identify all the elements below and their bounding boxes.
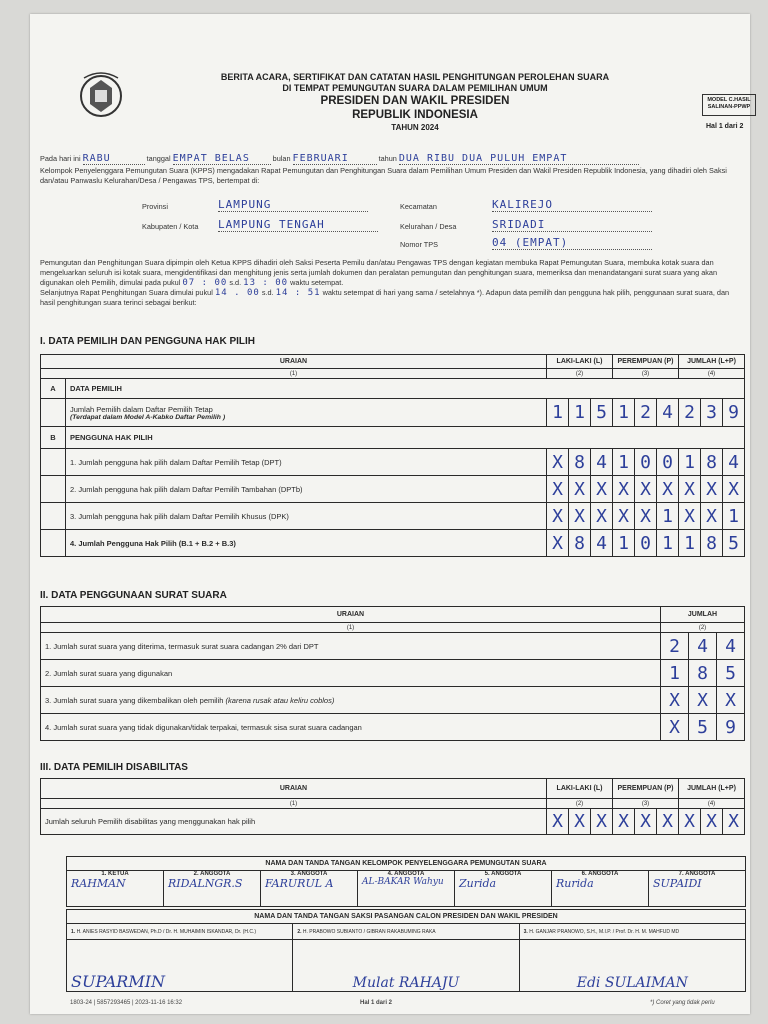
digit-cell: 1	[679, 449, 701, 476]
digit-cell: 1	[547, 399, 569, 427]
s1-b-title: PENGGUNA HAK PILIH	[66, 427, 745, 449]
kecamatan-label: Kecamatan	[400, 202, 437, 211]
s1-col-uraian: URAIAN	[41, 355, 547, 369]
digit-cell: X	[547, 476, 569, 503]
title-line-5: TAHUN 2024	[391, 123, 439, 132]
kpps-signature: AL-BAKAR Wahyu	[362, 877, 444, 887]
section-3-table	[40, 778, 745, 835]
digit-cell: X	[635, 809, 657, 835]
provinsi-value: LAMPUNG	[218, 198, 368, 212]
kpps-signature: RAHMAN	[71, 877, 126, 890]
s2-r2-label: 2. Jumlah surat suara yang digunakan	[41, 660, 661, 687]
section-2-table	[40, 606, 745, 741]
s2-r1-row	[41, 633, 745, 660]
kpps-title: NAMA DAN TANDA TANGAN KELOMPOK PENYELENGGARA PEMUNGUTAN SUARA	[67, 857, 746, 871]
kpps-role: 5. ANGGOTA	[484, 871, 522, 877]
section-2-title: II. DATA PENGGUNAAN SURAT SUARA	[40, 590, 227, 601]
digit-cell: 4	[689, 633, 717, 660]
digit-cell: 0	[635, 530, 657, 557]
saksi-sign-2	[293, 940, 519, 992]
kpps-cell	[552, 871, 649, 907]
s2-r3-label	[41, 687, 661, 714]
s1-a1-label	[66, 399, 547, 427]
sd-1: s.d.	[229, 278, 242, 287]
s2-num-2: (2)	[661, 623, 745, 633]
s1-b1-row	[41, 449, 745, 476]
tps-value: 04 (EMPAT)	[492, 236, 652, 250]
process-text: Pemungutan dan Penghitungan Suara dipimpin oleh Ketua KPPS dihadiri oleh Saksi Peserta Pemilu dan/atau Pengawas TPS dengan kegiatan membuka Rapat Pemungutan Suara, membuka kotak suara dan mengeluarkan seluruh isi kotak suara, mengidentifikasi dan menghitung jenis serta jumlah dokumen dan peralatan pemungutan dan penghitungan suara, memeriksa dan menandatangani surat suara yang akan digunakan oleh Pemilih, dimulai pada pukul	[40, 258, 718, 287]
digit-cell: X	[635, 503, 657, 530]
kpps-signature: FARURUL A	[265, 877, 334, 890]
document-title	[180, 72, 650, 133]
digit-cell: 4	[723, 449, 745, 476]
kpps-role: 2. ANGGOTA	[193, 871, 231, 877]
digit-cell: X	[723, 809, 745, 835]
title-line-2: DI TEMPAT PEMUNGUTAN SUARA DALAM PEMILIHAN UMUM	[282, 83, 548, 93]
s2-r3-row	[41, 687, 745, 714]
kpps-signature: Rurida	[556, 877, 594, 890]
start-time: 07 : 00	[182, 278, 228, 288]
digit-cell: X	[547, 503, 569, 530]
count-text-2: waktu setempat di hari yang sama / setelahnya *). Adapun data pemilih dan pengguna hak pilih, penggunaan surat suara, dan hasil penghitungan suara terinci sebagai berikut:	[40, 288, 730, 307]
digit-cell: X	[613, 476, 635, 503]
kpps-role: 7. ANGGOTA	[678, 871, 716, 877]
s2-r4-label: 4. Jumlah surat suara yang tidak digunakan/tidak terpakai, termasuk sisa surat suara cadangan	[41, 714, 661, 741]
footer-code: 1803-24 | 5857293465 | 2023-11-16 16:32	[70, 1000, 183, 1006]
digit-cell: 4	[591, 449, 613, 476]
s1-b4-row	[41, 530, 745, 557]
kabupaten-label: Kabupaten / Kota	[142, 222, 199, 231]
s2-r2-row	[41, 660, 745, 687]
digit-cell: 9	[717, 714, 745, 741]
kelurahan-label: Kelurahan / Desa	[400, 222, 457, 231]
s1-b4-label: 4. Jumlah Pengguna Hak Pilih (B.1 + B.2 + B.3)	[66, 530, 547, 557]
kpps-cell	[164, 871, 261, 907]
s3-num-1: (1)	[41, 799, 547, 809]
page-indicator: Hal 1 dari 2	[706, 123, 744, 130]
digit-cell: X	[657, 809, 679, 835]
kecamatan-value: KALIREJO	[492, 198, 652, 212]
digit-cell: X	[569, 809, 591, 835]
saksi-c2b-name: GIBRAN RAKABUMING RAKA	[366, 928, 436, 935]
intro-paragraph: Kelompok Penyelenggara Pemungutan Suara (KPPS) mengadakan Rapat Pemungutan dan Penghitungan Suara dalam Pemilihan Umum Presiden dan Wakil Presiden Republik Indonesia, yang dihadiri oleh Saksi dan/atau Panwaslu Kelurahan/Desa / Pengawas TPS, bertempat di:	[40, 166, 727, 185]
tanggal-label: tanggal	[146, 154, 171, 163]
kpps-signature: Zurida	[459, 877, 497, 890]
count-start-time: 14 . 00	[214, 288, 260, 298]
s1-a-label: A	[41, 379, 66, 399]
s3-col-p: PEREMPUAN (P)	[613, 779, 679, 799]
s2-r1-label: 1. Jumlah surat suara yang diterima, termasuk surat suara cadangan 2% dari DPT	[41, 633, 661, 660]
kpps-role: 3. ANGGOTA	[290, 871, 328, 877]
digit-cell: X	[701, 476, 723, 503]
saksi-c3b-name: Prof. Dr. H. M. MAHFUD MD	[615, 928, 680, 935]
s1-a-title: DATA PEMILIH	[66, 379, 745, 399]
saksi-sign-3	[519, 940, 745, 992]
s1-b2-row	[41, 476, 745, 503]
s1-col-l: LAKI-LAKI (L)	[547, 355, 613, 369]
s1-a1-subtext: (Terdapat dalam Model A-Kabko Daftar Pemilih )	[70, 413, 226, 421]
s2-num-1: (1)	[41, 623, 661, 633]
s1-a1-row	[41, 399, 745, 427]
document-sheet	[30, 14, 750, 1014]
kpps-cell	[649, 871, 746, 907]
digit-cell: 1	[657, 530, 679, 557]
sd-2: s.d.	[261, 288, 274, 297]
s3-col-l: LAKI-LAKI (L)	[547, 779, 613, 799]
digit-cell: X	[679, 503, 701, 530]
intro-date-line	[40, 154, 740, 165]
section-1-table	[40, 354, 745, 557]
digit-cell: X	[657, 476, 679, 503]
saksi-candidate-3: 3. H. GANJAR PRANOWO, S.H., M.I.P. / Prof. Dr. H. M. MAHFUD MD	[519, 924, 745, 940]
tanggal-value: EMPAT BELAS	[173, 154, 271, 165]
kpps-cell	[67, 871, 164, 907]
count-start-text: Selanjutnya Rapat Penghitungan Suara dimulai pukul	[40, 288, 213, 297]
digit-cell: X	[701, 809, 723, 835]
digit-cell: 5	[591, 399, 613, 427]
digit-cell: 1	[569, 399, 591, 427]
saksi-signature-table	[66, 909, 746, 992]
s1-b3-label: 3. Jumlah pengguna hak pilih dalam Daftar Pemilih Khusus (DPK)	[66, 503, 547, 530]
count-end-time: 14 : 51	[275, 288, 321, 298]
saksi-c2-num: 2.	[297, 928, 302, 935]
s1-a1-text: Jumlah Pemilih dalam Daftar Pemilih Tetap	[70, 404, 213, 414]
digit-cell: 1	[657, 503, 679, 530]
kpps-role: 1. KETUA	[101, 871, 129, 877]
digit-cell: 8	[569, 449, 591, 476]
digit-cell: X	[679, 476, 701, 503]
saksi-c1b-name: Dr. H. MUHAIMIN ISKANDAR, Dr. (H.C.)	[165, 928, 257, 935]
waktu-setempat: waktu setempat.	[290, 278, 344, 287]
s1-num-3: (3)	[613, 369, 679, 379]
bulan-label: bulan	[272, 154, 291, 163]
saksi-c3-name: H. GANJAR PRANOWO, S.H., M.I.P.	[529, 928, 612, 935]
kpps-cell	[261, 871, 358, 907]
digit-cell: X	[591, 476, 613, 503]
saksi-c2-name: H. PRABOWO SUBIANTO	[302, 928, 363, 935]
digit-cell: X	[613, 809, 635, 835]
digit-cell: 1	[723, 503, 745, 530]
title-line-4: REPUBLIK INDONESIA	[352, 109, 478, 121]
s3-col-uraian: URAIAN	[41, 779, 547, 799]
kpps-row	[67, 871, 746, 907]
digit-cell: 5	[717, 660, 745, 687]
s2-col-uraian: URAIAN	[41, 607, 661, 623]
s3-num-2: (2)	[547, 799, 613, 809]
s1-col-p: PEREMPUAN (P)	[613, 355, 679, 369]
provinsi-label: Provinsi	[142, 202, 168, 211]
kpps-signature: SUPAIDI	[653, 877, 702, 890]
digit-cell: 3	[701, 399, 723, 427]
digit-cell: 4	[657, 399, 679, 427]
digit-cell: X	[591, 503, 613, 530]
digit-cell: X	[569, 476, 591, 503]
digit-cell: X	[661, 687, 689, 714]
digit-cell: X	[591, 809, 613, 835]
digit-cell: 5	[689, 714, 717, 741]
s1-col-j: JUMLAH (L+P)	[679, 355, 745, 369]
digit-cell: 8	[689, 660, 717, 687]
saksi-signature: SUPARMIN	[71, 972, 166, 991]
s1-num-4: (4)	[679, 369, 745, 379]
kpps-cell	[455, 871, 552, 907]
s3-r1-row	[41, 809, 745, 835]
s3-r1-label: Jumlah seluruh Pemilih disabilitas yang menggunakan hak pilih	[41, 809, 547, 835]
tps-label: Nomor TPS	[400, 240, 438, 249]
digit-cell: 2	[679, 399, 701, 427]
hari-value: RABU	[83, 154, 145, 165]
title-line-3: PRESIDEN DAN WAKIL PRESIDEN	[320, 95, 510, 107]
s1-num-1: (1)	[41, 369, 547, 379]
saksi-title: NAMA DAN TANDA TANGAN SAKSI PASANGAN CALON PRESIDEN DAN WAKIL PRESIDEN	[67, 910, 746, 924]
s2-r4-row	[41, 714, 745, 741]
digit-cell: X	[723, 476, 745, 503]
digit-cell: X	[701, 503, 723, 530]
bulan-value: FEBRUARI	[293, 154, 377, 165]
section-3-title: III. DATA PEMILIH DISABILITAS	[40, 762, 188, 773]
digit-cell: X	[661, 714, 689, 741]
kpps-signature-table	[66, 856, 746, 907]
kpps-role: 6. ANGGOTA	[581, 871, 619, 877]
digit-cell: 5	[723, 530, 745, 557]
digit-cell: 1	[661, 660, 689, 687]
s2-col-j: JUMLAH	[661, 607, 745, 623]
digit-cell: 1	[613, 399, 635, 427]
digit-cell: 1	[613, 449, 635, 476]
digit-cell: 8	[701, 449, 723, 476]
s2-r3-text: 3. Jumlah surat suara yang dikembalikan oleh pemilih	[45, 695, 224, 705]
digit-cell: 0	[635, 449, 657, 476]
digit-cell: X	[547, 449, 569, 476]
digit-cell: X	[689, 687, 717, 714]
saksi-c1-num: 1.	[71, 928, 76, 935]
saksi-candidate-2: 2. H. PRABOWO SUBIANTO / GIBRAN RAKABUMING RAKA	[293, 924, 519, 940]
title-line-1: BERITA ACARA, SERTIFIKAT DAN CATATAN HASIL PENGHITUNGAN PEROLEHAN SUARA	[220, 72, 610, 82]
end-time: 13 : 00	[243, 278, 289, 288]
kabupaten-value: LAMPUNG TENGAH	[218, 218, 378, 232]
s3-num-4: (4)	[679, 799, 745, 809]
footer-page: Hal 1 dari 2	[360, 1000, 393, 1006]
process-paragraph	[40, 258, 745, 308]
digit-cell: 4	[717, 633, 745, 660]
saksi-signature: Mulat RAHAJU	[352, 975, 460, 991]
section-1-title: I. DATA PEMILIH DAN PENGGUNA HAK PILIH	[40, 336, 255, 347]
kpps-cell	[358, 871, 455, 907]
digit-cell: 1	[613, 530, 635, 557]
s1-num-2: (2)	[547, 369, 613, 379]
digit-cell: 4	[591, 530, 613, 557]
digit-cell: 0	[657, 449, 679, 476]
digit-cell: X	[613, 503, 635, 530]
s3-col-j: JUMLAH (L+P)	[679, 779, 745, 799]
digit-cell: X	[679, 809, 701, 835]
s1-b1-label: 1. Jumlah pengguna hak pilih dalam Daftar Pemilih Tetap (DPT)	[66, 449, 547, 476]
digit-cell: X	[569, 503, 591, 530]
digit-cell: X	[547, 809, 569, 835]
s2-r3-note: (karena rusak atau keliru coblos)	[225, 695, 335, 705]
digit-cell: X	[635, 476, 657, 503]
kpps-role: 4. ANGGOTA	[387, 871, 425, 877]
digit-cell: 8	[701, 530, 723, 557]
digit-cell: 9	[723, 399, 745, 427]
form-code-box: MODEL C.HASIL SALINAN-PPWP	[702, 94, 756, 116]
s1-b-label: B	[41, 427, 66, 449]
kelurahan-value: SRIDADI	[492, 218, 652, 232]
digit-cell: 8	[569, 530, 591, 557]
saksi-c1-name: H. ANIES RASYID BASWEDAN, Ph.D	[76, 928, 162, 935]
digit-cell: 2	[635, 399, 657, 427]
kpu-logo-icon	[76, 66, 126, 122]
digit-cell: X	[547, 530, 569, 557]
digit-cell: 2	[661, 633, 689, 660]
digit-cell: 1	[679, 530, 701, 557]
digit-cell: X	[717, 687, 745, 714]
tahun-value: DUA RIBU DUA PULUH EMPAT	[399, 154, 639, 165]
s3-num-3: (3)	[613, 799, 679, 809]
saksi-signature: Edi SULAIMAN	[576, 975, 688, 991]
pada-hari-label: Pada hari ini	[40, 154, 81, 163]
tahun-label: tahun	[378, 154, 397, 163]
s1-b3-row	[41, 503, 745, 530]
s1-b2-label: 2. Jumlah pengguna hak pilih dalam Daftar Pemilih Tambahan (DPTb)	[66, 476, 547, 503]
saksi-c3-num: 3.	[523, 928, 528, 935]
saksi-candidate-1: 1. H. ANIES RASYID BASWEDAN, Ph.D / Dr. H. MUHAIMIN ISKANDAR, Dr. (H.C.)	[67, 924, 293, 940]
footer-note: *) Coret yang tidak perlu	[650, 1000, 715, 1006]
kpps-signature: RIDALNGR.S	[168, 877, 243, 890]
saksi-sign-1	[67, 940, 293, 992]
